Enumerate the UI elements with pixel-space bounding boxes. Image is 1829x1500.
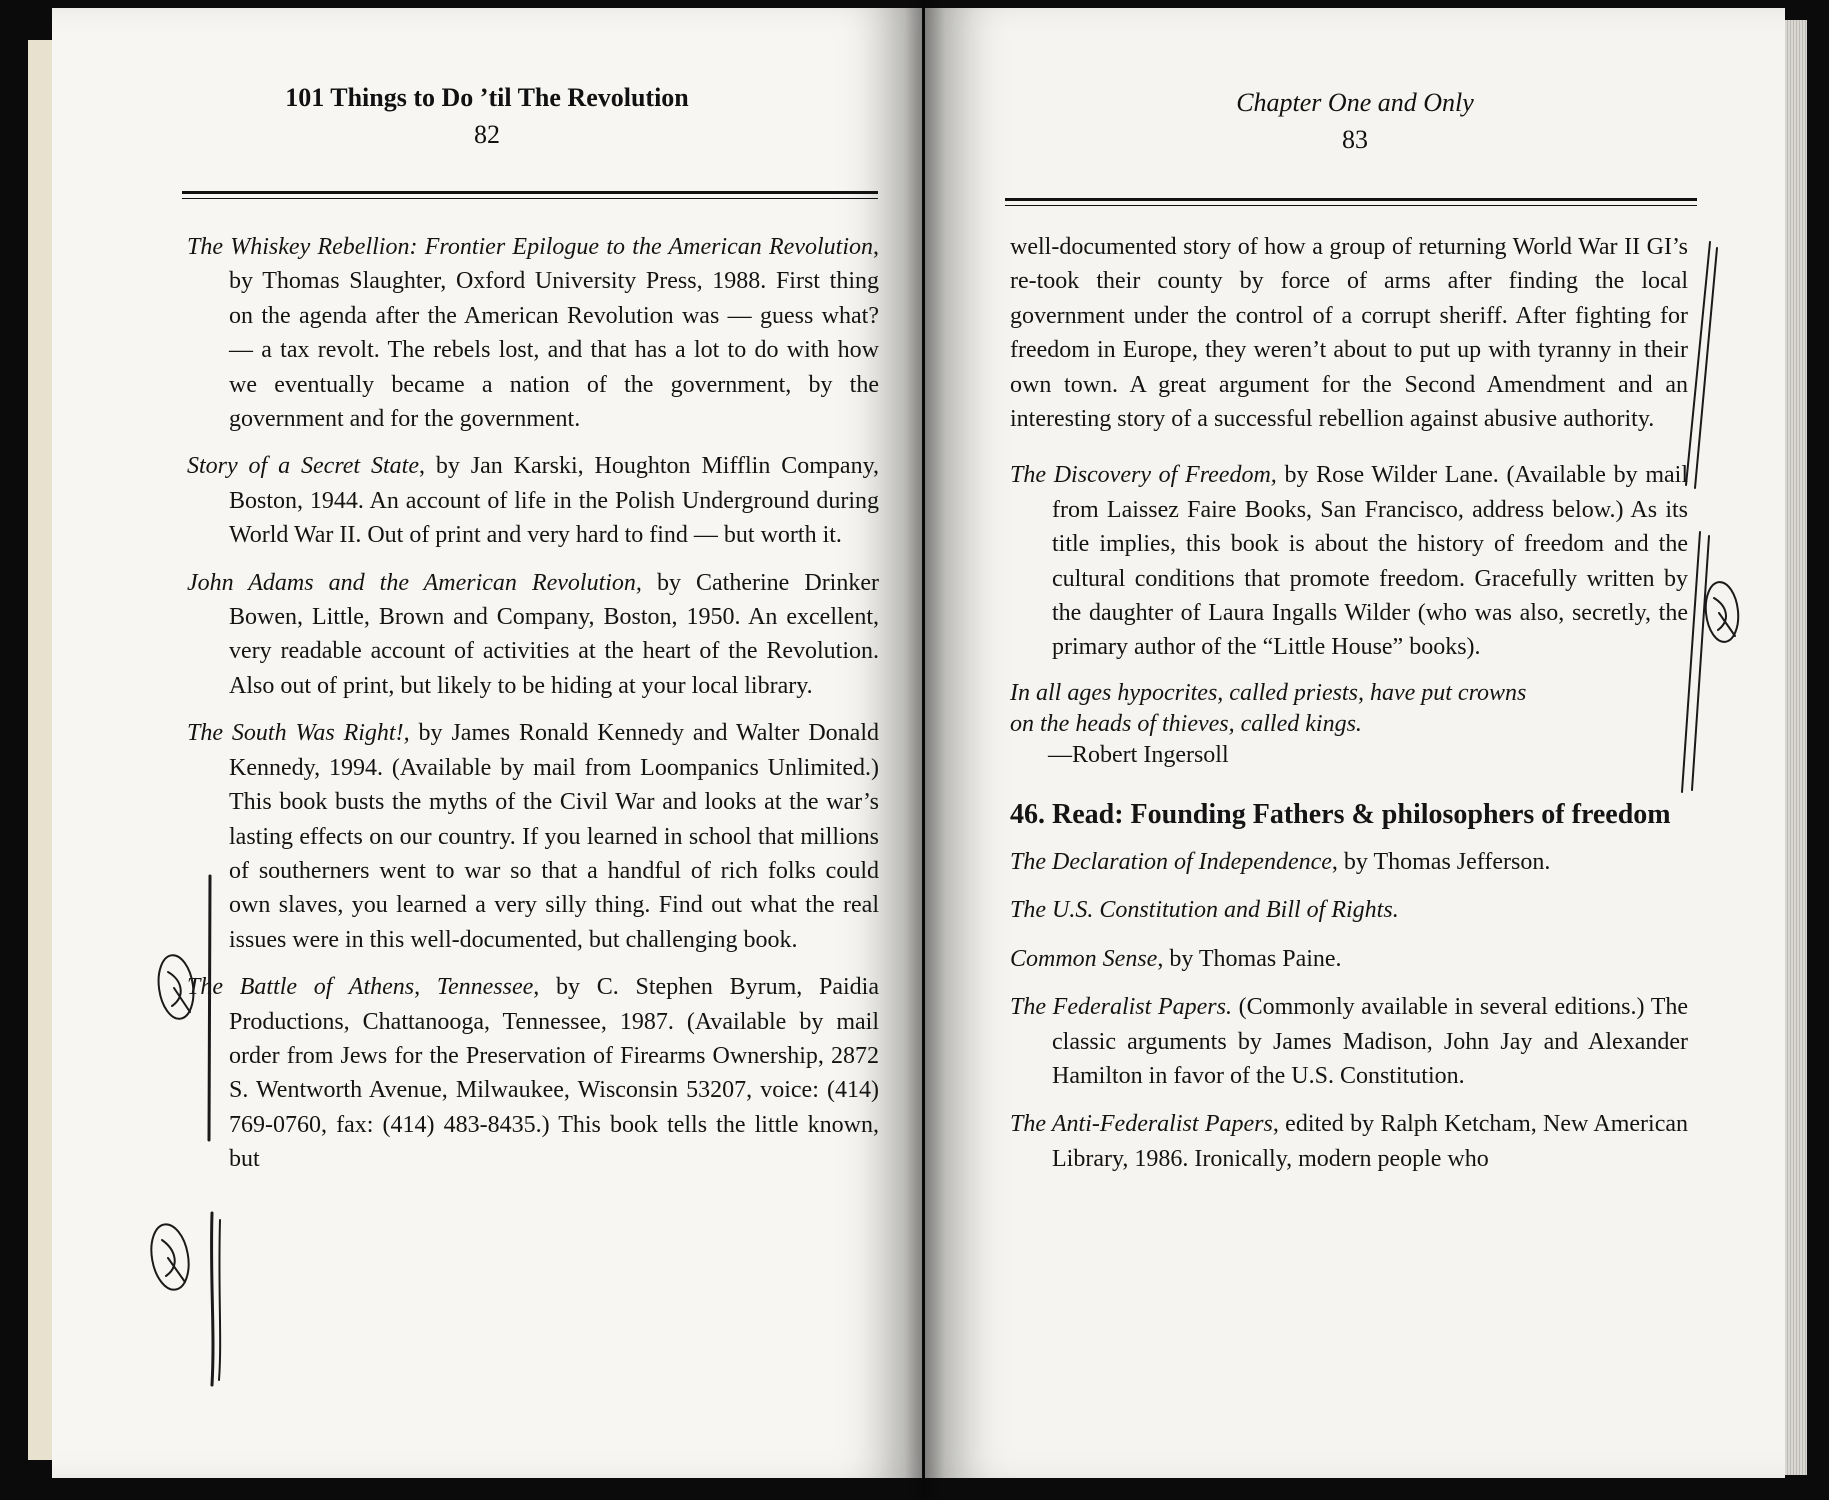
book-title: Story of a Secret State: [187, 453, 419, 480]
book-title: The South Was Right!,: [187, 720, 410, 747]
book-description: by James Ronald Kennedy and Walter Donald Kennedy, 1994. (Available by mail from Loompanics Unlimited.) This book busts the myths of the Civil War and looks at the war’s lasting effects on our country. If you learned in school that millions of southerners went to war so that a handful of rich folks could own slaves, you learned a very silly thing. Find out what the real issues were in this well-documented, but challenging book.: [229, 720, 879, 953]
book-description: , edited by Ralph Ketcham, New American Library, 1986. Ironically, modern people who: [1052, 1111, 1688, 1172]
book-title: The Anti-Federalist Papers: [1010, 1111, 1273, 1138]
book-description: , by Thomas Jefferson.: [1331, 848, 1551, 875]
book-title: The Discovery of Freedom,: [1010, 462, 1277, 489]
epigraph-quote: [1010, 678, 1688, 771]
book-entry: [1010, 990, 1688, 1093]
quote-line: on the heads of thieves, called kings.: [1010, 710, 1362, 737]
left-page: [52, 8, 922, 1478]
book-entry: [187, 230, 879, 436]
right-header-rule: [1005, 198, 1697, 201]
book-description: by Rose Wilder Lane. (Available by mail from Laissez Faire Books, San Francisco, address below.) As its title implies, this book is about the history of freedom and the cultural conditions that promote freedom. Gracefully written by the daughter of Laura Ingalls Wilder (who was also, secretly, the primary author of the “Little House” books).: [1052, 462, 1688, 661]
book-description: by Catherine Drinker Bowen, Little, Brown and Company, Boston, 1950. An excellent, very readable account of activities at the heart of the Revolution. Also out of print, but likely to be hiding at your local library.: [229, 569, 879, 699]
book-edge-left: [28, 40, 52, 1460]
book-title: John Adams and the American Revolution,: [187, 569, 642, 596]
continued-paragraph: well-documented story of how a group of returning World War II GI’s re-took their county by force of arms after finding the local government under the control of a corrupt sheriff. After fighting for freedom in Europe, they weren’t about to put up with tyranny in their own town. A great argument for the Second Amendment and an interesting story of a successful rebellion against abusive authority.: [1010, 234, 1688, 433]
book-title: The U.S. Constitution and Bill of Rights.: [1010, 897, 1399, 924]
book-description: , by Jan Karski, Houghton Mifflin Company, Boston, 1944. An account of life in the Polish Underground during World War II. Out of print and very hard to find — but worth it.: [229, 453, 880, 549]
book-entry: [187, 716, 879, 957]
book-edge-right: [1785, 20, 1807, 1475]
quote-line: In all ages hypocrites, called priests, have put crowns: [1010, 679, 1527, 706]
book-entry: [1010, 845, 1688, 879]
right-page-text: [1010, 230, 1688, 1190]
right-running-head: Chapter One and Only: [1236, 88, 1474, 117]
book-entry: [1010, 1107, 1688, 1176]
left-page-number: 82: [474, 120, 500, 149]
section-heading: 46. Read: Founding Fathers & philosophers of freedom: [1010, 798, 1671, 830]
right-page-number: 83: [1342, 125, 1368, 154]
right-page: [925, 8, 1785, 1478]
left-running-head: 101 Things to Do ’til The Revolution: [285, 83, 689, 112]
left-header-rule: [182, 191, 878, 194]
book-title: The Battle of Athens, Tennessee: [187, 974, 534, 1001]
book-title: Common Sense: [1010, 945, 1158, 972]
book-entry: [187, 970, 879, 1176]
book-description: , by Thomas Slaughter, Oxford University Press, 1988. First thing on the agenda after the American Revolution was — guess what? — a tax revolt. The rebels lost, and that has a lot to do with how we eventually became a nation of the government, by the government and for the government.: [229, 234, 879, 433]
book-description: , by Thomas Paine.: [1157, 945, 1342, 972]
book-title: The Declaration of Independence: [1010, 848, 1332, 875]
left-page-text: [187, 230, 879, 1190]
book-entry: [187, 449, 879, 552]
book-entry: [187, 566, 879, 704]
book-description: , by C. Stephen Byrum, Paidia Productions, Chattanooga, Tennessee, 1987. (Available by mail order from Jews for the Preservation of Firearms Ownership, 2872 S. Wentworth Avenue, Milwaukee, Wisconsin 53207, voice: (414) 769-0760, fax: (414) 483-8435.) This book tells the little known, but: [229, 974, 880, 1173]
book-entry: [1010, 893, 1688, 927]
book-description: (Commonly available in several editions.) The classic arguments by James Madison, John Jay and Alexander Hamilton in favor of the U.S. Constitution.: [1052, 994, 1688, 1089]
book-entry: [1010, 458, 1688, 664]
book-title: The Federalist Papers.: [1010, 994, 1232, 1021]
quote-attribution: —Robert Ingersoll: [1048, 741, 1229, 768]
book-entry: [1010, 942, 1688, 976]
book-title: The Whiskey Rebellion: Frontier Epilogue to the American Revolution: [187, 234, 873, 260]
